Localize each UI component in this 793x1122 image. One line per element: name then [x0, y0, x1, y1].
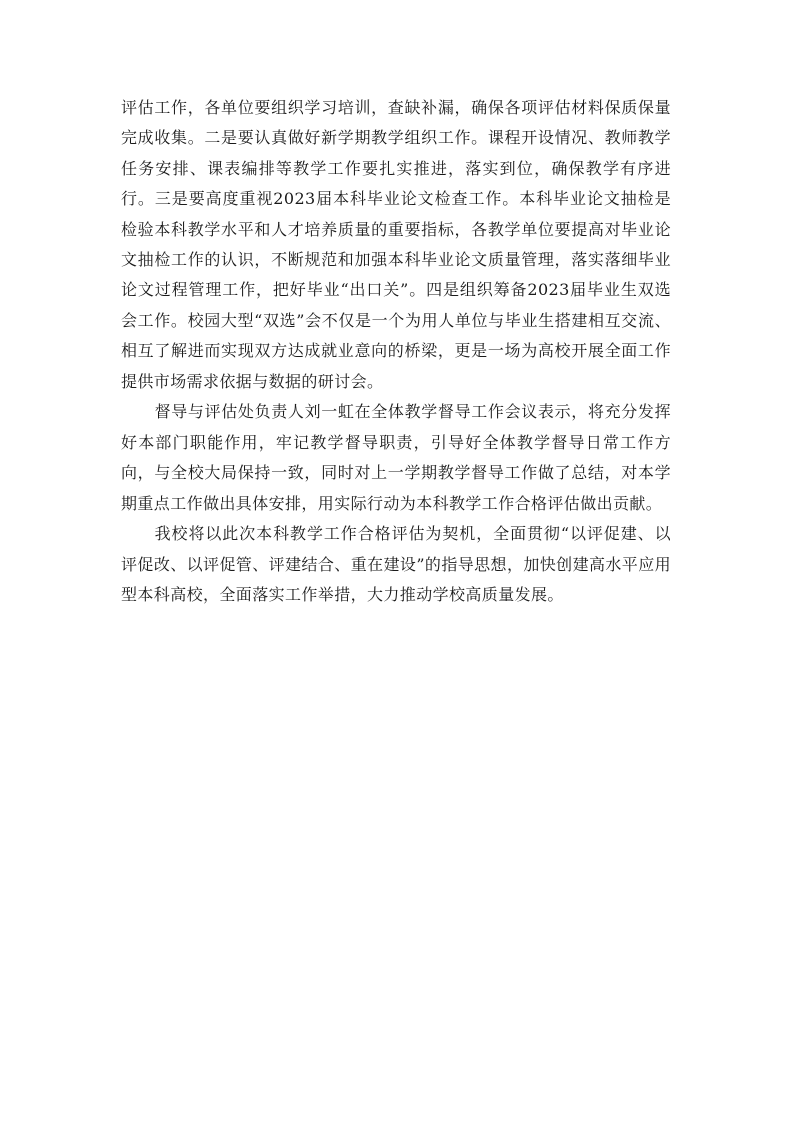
paragraph-supervision: 督导与评估处负责人刘一虹在全体教学督导工作会议表示，将充分发挥好本部门职能作用，牢记教学督导职责，引导好全体教学督导日常工作方向，与全校大局保持一致，同时对上一学期教学督导工作做了总结，对本学期重点工作做出具体安排，用实际行动为本科教学工作合格评估做出贡献。 — [121, 402, 671, 513]
document-body — [121, 93, 671, 611]
paragraph-continued: 评估工作，各单位要组织学习培训，查缺补漏，确保各项评估材料保质保量完成收集。二是要认真做好新学期教学组织工作。课程开设情况、教师教学任务安排、课表编排等教学工作要扎实推进，落实到位，确保教学有序进行。三是要高度重视2023届本科毕业论文检查工作。本科毕业论文抽检是检验本科教学水平和人才培养质量的重要指标，各教学单位要提高对毕业论文抽检工作的认识，不断规范和加强本科毕业论文质量管理，落实落细毕业论文过程管理工作，把好毕业“出口关”。四是组织筹备2023届毕业生双选会工作。校园大型“双选”会不仅是一个为用人单位与毕业生搭建相互交流、相互了解进而实现双方达成就业意向的桥梁，更是一场为高校开展全面工作提供市场需求依据与数据的研讨会。 — [121, 98, 671, 391]
paragraph-conclusion: 我校将以此次本科教学工作合格评估为契机，全面贯彻“以评促建、以评促改、以评促管、评建结合、重在建设”的指导思想，加快创建高水平应用型本科高校，全面落实工作举措，大力推动学校高质量发展。 — [121, 524, 671, 605]
